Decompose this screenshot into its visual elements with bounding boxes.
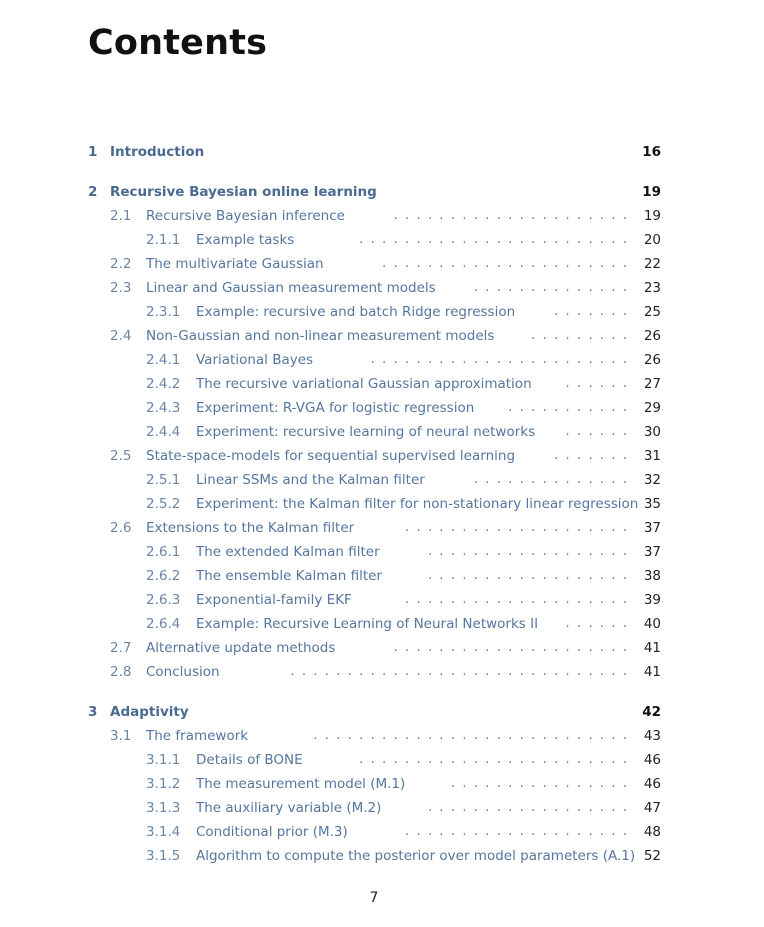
toc-entry-title: The recursive variational Gaussian approximation [196, 376, 532, 392]
toc-entry-title: Linear and Gaussian measurement models [146, 280, 436, 296]
toc-dot-leader: . . . . . . . . . . . . . . . . . . [427, 544, 627, 559]
toc-dot-leader: . . . . . . . [554, 448, 627, 463]
toc-entry-number: 2.1.1 [146, 232, 181, 248]
toc-entry-2-7[interactable] [0, 638, 764, 658]
toc-entry-page: 30 [643, 424, 661, 440]
toc-entry-number: 2.2 [110, 256, 132, 272]
toc-entry-3-1-3[interactable] [0, 798, 764, 818]
toc-dot-leader: . . . . . . . . . . . [508, 400, 627, 415]
toc-entry-3-1-2[interactable] [0, 774, 764, 794]
toc-entry-2-6[interactable] [0, 518, 764, 538]
toc-entry-2-5-1[interactable] [0, 470, 764, 490]
toc-entry-number: 3.1.2 [146, 776, 181, 792]
toc-entry-title: Linear SSMs and the Kalman filter [196, 472, 425, 488]
toc-entry-page: 19 [643, 208, 661, 224]
toc-entry-number: 2.5 [110, 448, 132, 464]
toc-dot-leader: . . . . . . . . . . . . . . [473, 280, 627, 295]
toc-entry-number: 2.5.2 [146, 496, 181, 512]
toc-entry-title: Example: Recursive Learning of Neural Networks II [196, 616, 539, 632]
toc-entry-2-4-2[interactable] [0, 374, 764, 394]
toc-entry-number: 2.6.2 [146, 568, 181, 584]
toc-entry-number: 2.6.3 [146, 592, 181, 608]
toc-entry-2-6-2[interactable] [0, 566, 764, 586]
toc-entry-number: 3.1 [110, 728, 132, 744]
toc-dot-leader: . . . . . . . . . . . . . . . . . . . . . . [382, 256, 627, 271]
toc-entry-number: 2.4.3 [146, 400, 181, 416]
toc-entry-page: 42 [642, 704, 661, 720]
toc-entry-page: 41 [643, 664, 661, 680]
toc-dot-leader: . . . . . . . . . . . . . . . . . . . . . . . . [359, 752, 627, 767]
toc-entry-title: The multivariate Gaussian [146, 256, 324, 272]
toc-entry-title: Experiment: R-VGA for logistic regression [196, 400, 475, 416]
toc-entry-number: 2.4.2 [146, 376, 181, 392]
toc-dot-leader: . . . . . . [565, 424, 627, 439]
toc-entry-2-4-4[interactable] [0, 422, 764, 442]
toc-entry-page: 19 [642, 184, 661, 200]
toc-entry-number: 2.4 [110, 328, 132, 344]
toc-entry-title: Non-Gaussian and non-linear measurement models [146, 328, 495, 344]
toc-entry-page: 26 [643, 328, 661, 344]
toc-entry-number: 2.3 [110, 280, 132, 296]
toc-entry-number: 3.1.5 [146, 848, 181, 864]
toc-entry-title: The measurement model (M.1) [196, 776, 406, 792]
page-number: 7 [369, 890, 379, 906]
toc-entry-page: 31 [643, 448, 661, 464]
toc-entry-2-6-3[interactable] [0, 590, 764, 610]
toc-entry-2-5-2[interactable] [0, 494, 764, 514]
toc-entry-number: 2.6 [110, 520, 132, 536]
toc-dot-leader: . . . . . . [565, 376, 627, 391]
toc-entry-3-1-5[interactable] [0, 846, 764, 866]
toc-entry-title: Exponential-family EKF [196, 592, 352, 608]
toc-entry-page: 27 [643, 376, 661, 392]
toc-entry-title: Variational Bayes [196, 352, 314, 368]
toc-entry-page: 39 [643, 592, 661, 608]
toc-entry-number: 3 [88, 704, 98, 720]
toc-entry-page: 23 [643, 280, 661, 296]
toc-entry-1[interactable] [0, 142, 764, 162]
toc-dot-leader: . . . . . . . . . . . . . . . . . . [427, 568, 627, 583]
toc-entry-number: 3.1.4 [146, 824, 181, 840]
toc-entry-number: 2.5.1 [146, 472, 181, 488]
toc-entry-page: 16 [642, 144, 661, 160]
toc-entry-number: 1 [88, 144, 98, 160]
toc-entry-number: 2.6.4 [146, 616, 181, 632]
toc-entry-number: 2.8 [110, 664, 132, 680]
toc-dot-leader: . . . . . . . . . . . . . . . . . . . . . [393, 208, 627, 223]
toc-dot-leader: . . . . . . . . . . . . . . . . . . . . [405, 592, 627, 607]
toc-dot-leader: . . . . . . . . . . . . . . . . . . . . . [393, 640, 627, 655]
toc-entry-number: 2.6.1 [146, 544, 181, 560]
toc-entry-page: 47 [643, 800, 661, 816]
toc-entry-title: Experiment: the Kalman filter for non-stationary linear regression [196, 496, 639, 512]
toc-entry-title: Adaptivity [110, 704, 189, 720]
toc-dot-leader: . . . . . . . . . . . . . . . . . . . . . . . [370, 352, 627, 367]
toc-entry-2-1-1[interactable] [0, 230, 764, 250]
toc-entry-number: 2.3.1 [146, 304, 181, 320]
toc-entry-3-1-4[interactable] [0, 822, 764, 842]
toc-entry-3-1-1[interactable] [0, 750, 764, 770]
toc-entry-page: 43 [643, 728, 661, 744]
page-title: Contents [88, 23, 268, 63]
toc-entry-title: State-space-models for sequential supervised learning [146, 448, 516, 464]
toc-entry-title: Recursive Bayesian online learning [110, 184, 377, 200]
toc-entry-2-8[interactable] [0, 662, 764, 682]
toc-dot-leader: . . . . . . . . . [531, 328, 627, 343]
toc-entry-page: 32 [643, 472, 661, 488]
toc-entry-2-4[interactable] [0, 326, 764, 346]
toc-entry-page: 26 [643, 352, 661, 368]
toc-entry-title: The framework [146, 728, 249, 744]
toc-entry-title: Alternative update methods [146, 640, 336, 656]
toc-entry-page: 25 [643, 304, 661, 320]
toc-entry-title: The extended Kalman filter [196, 544, 380, 560]
toc-dot-leader: . . . . . . . . . . . . . . . . [450, 776, 627, 791]
toc-entry-number: 2.1 [110, 208, 132, 224]
toc-entry-number: 2.7 [110, 640, 132, 656]
toc-entry-number: 3.1.3 [146, 800, 181, 816]
toc-entry-title: Introduction [110, 144, 205, 160]
toc-entry-3[interactable] [0, 702, 764, 722]
toc-entry-2-4-3[interactable] [0, 398, 764, 418]
toc-entry-title: The ensemble Kalman filter [196, 568, 382, 584]
toc-entry-2-3-1[interactable] [0, 302, 764, 322]
toc-entry-page: 46 [643, 752, 661, 768]
toc-entry-page: 37 [643, 520, 661, 536]
toc-entry-2-2[interactable] [0, 254, 764, 274]
toc-entry-page: 40 [643, 616, 661, 632]
toc-entry-2-1[interactable] [0, 206, 764, 226]
toc-entry-title: Conditional prior (M.3) [196, 824, 348, 840]
toc-entry-number: 2.4.1 [146, 352, 181, 368]
toc-entry-page: 37 [643, 544, 661, 560]
toc-dot-leader: . . . . . . [565, 616, 627, 631]
toc-entry-page: 22 [643, 256, 661, 272]
toc-entry-page: 46 [643, 776, 661, 792]
toc-entry-title: The auxiliary variable (M.2) [196, 800, 382, 816]
toc-entry-number: 2 [88, 184, 98, 200]
toc-dot-leader: . . . . . . . . . . . . . . . . . . . . . . . . . . . . . . [290, 664, 627, 679]
toc-entry-page: 48 [643, 824, 661, 840]
toc-entry-2-4-1[interactable] [0, 350, 764, 370]
toc-entry-page: 52 [643, 848, 661, 864]
toc-dot-leader: . . . . . . . . . . . . . . . . . . [427, 800, 627, 815]
toc-entry-3-1[interactable] [0, 726, 764, 746]
toc-entry-page: 41 [643, 640, 661, 656]
toc-entry-title: Algorithm to compute the posterior over model parameters (A.1) [196, 848, 636, 864]
toc-dot-leader: . . . . . . . . . . . . . . [473, 472, 627, 487]
toc-dot-leader: . . . . . . . [554, 304, 627, 319]
toc-entry-page: 20 [643, 232, 661, 248]
toc-entry-2[interactable] [0, 182, 764, 202]
toc-entry-page: 38 [643, 568, 661, 584]
toc-entry-2-6-4[interactable] [0, 614, 764, 634]
toc-entry-title: Experiment: recursive learning of neural networks [196, 424, 536, 440]
toc-entry-2-3[interactable] [0, 278, 764, 298]
toc-entry-title: Details of BONE [196, 752, 303, 768]
toc-dot-leader: . . . . . . . . . . . . . . . . . . . . [405, 824, 627, 839]
toc-entry-number: 3.1.1 [146, 752, 181, 768]
toc-entry-2-5[interactable] [0, 446, 764, 466]
toc-entry-title: Extensions to the Kalman filter [146, 520, 355, 536]
toc-entry-page: 29 [643, 400, 661, 416]
toc-entry-title: Example: recursive and batch Ridge regression [196, 304, 516, 320]
toc-entry-number: 2.4.4 [146, 424, 181, 440]
toc-entry-2-6-1[interactable] [0, 542, 764, 562]
toc-dot-leader: . . . . . . . . . . . . . . . . . . . . . . . . . . . . [313, 728, 627, 743]
toc-entry-title: Recursive Bayesian inference [146, 208, 345, 224]
toc-entry-title: Conclusion [146, 664, 220, 680]
toc-entry-title: Example tasks [196, 232, 295, 248]
toc-dot-leader: . . . . . . . . . . . . . . . . . . . . . . . . [359, 232, 627, 247]
toc-dot-leader: . . . . . . . . . . . . . . . . . . . . [405, 520, 627, 535]
toc-entry-page: 35 [643, 496, 661, 512]
